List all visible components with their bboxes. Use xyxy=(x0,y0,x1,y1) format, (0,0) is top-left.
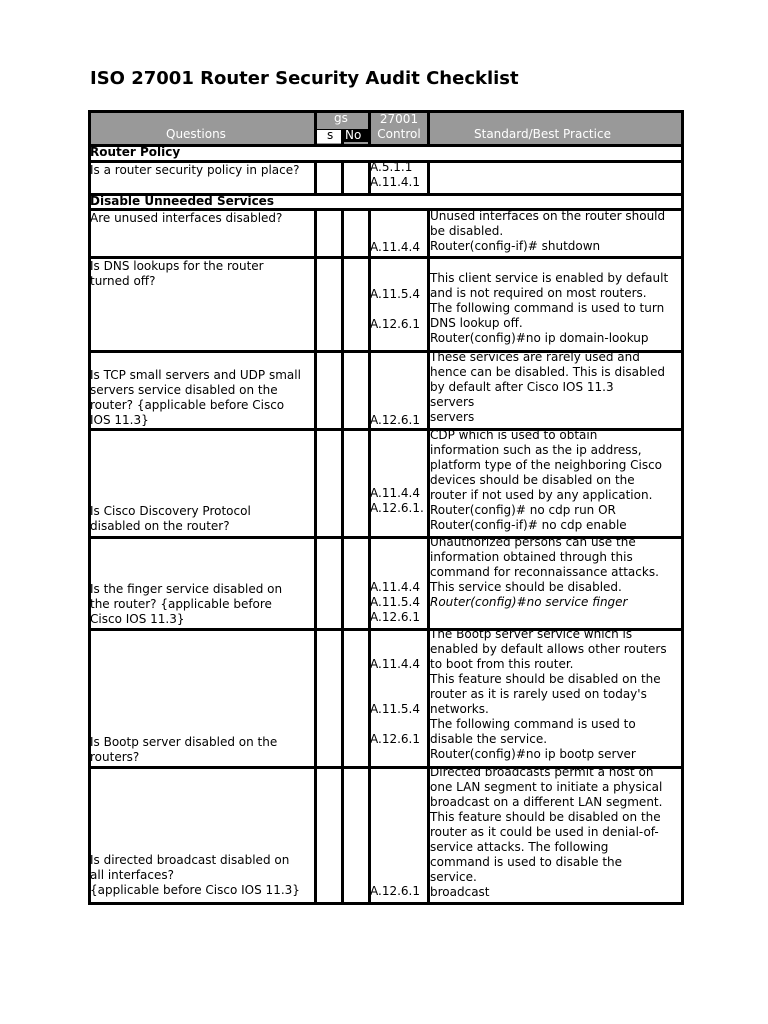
header-standard: Standard/Best Practice xyxy=(474,127,611,141)
practice-cell: The Bootp server service which is enabled by default allows other routers to boot from this router. This feature should be disabled on the router as it is rarely used on today's networks. The following command is used to disable the service. Router(config)#no ip bootp server xyxy=(430,627,667,761)
section-disable-services: Disable Unneeded Services xyxy=(90,194,274,208)
question-cell: Is TCP small servers and UDP small servers service disabled on the router? {applicable before Cisco IOS 11.3} xyxy=(90,368,301,427)
question-cell: Is Bootp server disabled on the routers? xyxy=(90,735,278,764)
question-cell: Is DNS lookups for the router turned off? xyxy=(90,259,264,288)
header-gs: gs xyxy=(334,111,348,125)
control-cell: A.11.4.4 A.11.5.4 A.12.6.1 xyxy=(370,580,420,624)
question-cell: Is a router security policy in place? xyxy=(90,163,300,177)
question-cell: Is the finger service disabled on the router? {applicable before Cisco IOS 11.3} xyxy=(90,582,283,626)
control-cell: A.11.4.4 A.12.6.1. xyxy=(370,486,424,515)
practice-cell: This client service is enabled by default and is not required on most routers. The following command is used to turn DNS lookup off. Router(config)#no ip domain-lookup xyxy=(430,271,669,345)
section-router-policy: Router Policy xyxy=(90,145,181,159)
control-cell: A.11.5.4 A.12.6.1 xyxy=(370,287,420,331)
control-cell: A.5.1.1 A.11.4.1 xyxy=(370,160,420,189)
practice-cell: Unauthorized persons can use the information obtained through this command for reconnaissance attacks. This service should be disabled. xyxy=(430,535,659,594)
col-divider xyxy=(341,129,344,905)
practice-cell: Unused interfaces on the router should be disabled. Router(config-if)# shutdown xyxy=(430,209,666,253)
practice-command: Router(config)#no service finger xyxy=(430,595,628,609)
col-divider xyxy=(314,110,317,905)
audit-checklist-table xyxy=(88,110,684,905)
header-control: 27001 Control xyxy=(377,112,421,141)
control-cell: A.12.6.1 xyxy=(370,413,420,427)
control-cell: A.12.6.1 xyxy=(370,884,420,898)
question-cell: Is Cisco Discovery Protocol disabled on the router? xyxy=(90,504,251,533)
header-questions: Questions xyxy=(166,127,226,141)
document-title: ISO 27001 Router Security Audit Checklist xyxy=(90,68,519,89)
header-yes: s xyxy=(327,128,334,142)
question-cell: Are unused interfaces disabled? xyxy=(90,211,283,225)
control-cell: A.11.4.4 A.11.5.4 A.12.6.1 xyxy=(370,657,420,746)
practice-cell: Directed broadcasts permit a host on one LAN segment to initiate a physical broadcast on a different LAN segment. This feature should be disabled on the router as it could be used in denial-of- service attacks. The following command is used to disable the service. broadcast xyxy=(430,765,663,899)
header-no: No xyxy=(345,128,362,142)
practice-cell: CDP which is used to obtain information such as the ip address, platform type of the neighboring Cisco devices should be disabled on the router if not used by any application. Router(config)# no cdp run OR Router(config-if)# no cdp enable xyxy=(430,428,663,532)
control-cell: A.11.4.4 xyxy=(370,240,420,254)
practice-cell: These services are rarely used and hence can be disabled. This is disabled by default after Cisco IOS 11.3 servers servers xyxy=(430,350,665,424)
question-cell: Is directed broadcast disabled on all interfaces? {applicable before Cisco IOS 11.3} xyxy=(90,853,300,897)
